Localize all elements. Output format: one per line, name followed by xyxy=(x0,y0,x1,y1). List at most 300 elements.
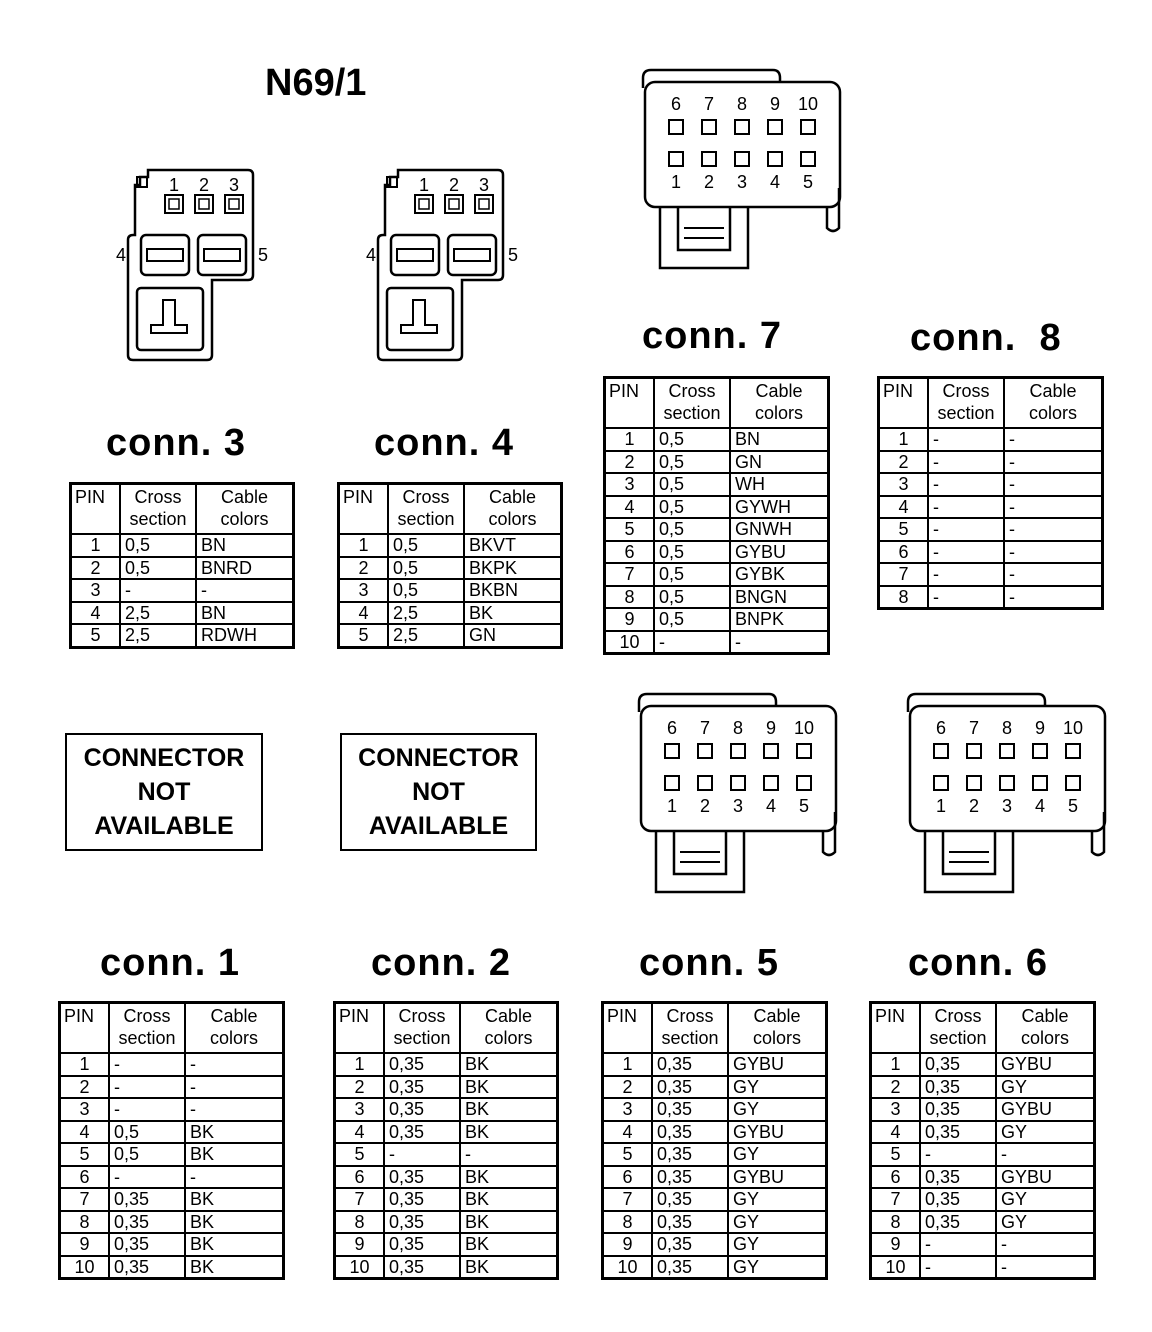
table-row xyxy=(605,496,829,519)
table-row xyxy=(605,518,829,541)
cross-section-cell: 0,35 xyxy=(384,1098,460,1121)
pin-number-cell: 7 xyxy=(871,1188,921,1211)
pin-number-cell: 4 xyxy=(605,496,655,519)
table-row xyxy=(879,451,1103,474)
pin-square xyxy=(445,195,463,213)
table-row xyxy=(335,1256,558,1279)
cross-section-cell: - xyxy=(928,473,1004,496)
table-row xyxy=(605,428,829,451)
pin-number-cell: 4 xyxy=(871,1121,921,1144)
cable-color-cell: GY xyxy=(728,1076,827,1099)
conn1-title: conn. 1 xyxy=(100,942,241,984)
pin-square-inner xyxy=(479,199,489,209)
pin-square xyxy=(698,776,712,790)
pin-square xyxy=(967,744,981,758)
pin-number-cell: 2 xyxy=(60,1076,110,1099)
pin-number-cell: 8 xyxy=(871,1211,921,1234)
cross-section-cell: 0,5 xyxy=(388,534,464,557)
pin-number-cell: 1 xyxy=(71,534,121,557)
table-row xyxy=(335,1233,558,1256)
pin-square xyxy=(731,744,745,758)
cable-color-cell: BN xyxy=(196,534,294,557)
table-header-row xyxy=(879,378,1103,429)
pin-number-cell: 7 xyxy=(335,1188,385,1211)
cable-color-cell: GY xyxy=(996,1188,1095,1211)
pin-number-cell: 2 xyxy=(335,1076,385,1099)
pin-label: 4 xyxy=(115,245,127,265)
table-row xyxy=(603,1121,827,1144)
table-header-row xyxy=(605,378,829,429)
cable-color-cell: BK xyxy=(464,602,562,625)
cross-section-cell: 0,35 xyxy=(652,1256,728,1279)
table-row xyxy=(71,557,294,580)
pin-square xyxy=(731,776,745,790)
table-row xyxy=(60,1143,284,1166)
cable-color-cell: BK xyxy=(460,1121,558,1144)
blade-pin-left xyxy=(391,235,439,275)
not-available-line-3: AVAILABLE xyxy=(94,812,234,840)
pin-header: PIN xyxy=(605,378,655,429)
pin-number-cell: 6 xyxy=(603,1166,653,1189)
cable-color-cell: - xyxy=(1004,451,1103,474)
pin-label: 1 xyxy=(168,175,180,195)
cable-color-cell: WH xyxy=(730,473,829,496)
page-title: N69/1 xyxy=(265,62,367,104)
cable-color-cell: GYBU xyxy=(730,541,829,564)
cross-section-cell: 0,35 xyxy=(920,1211,996,1234)
pin-number-cell: 1 xyxy=(339,534,389,557)
pin-square xyxy=(195,195,213,213)
table-row xyxy=(71,624,294,647)
pin-number-cell: 1 xyxy=(871,1053,921,1076)
table-row xyxy=(603,1211,827,1234)
pin-square xyxy=(1066,744,1080,758)
cross-section-cell: 0,35 xyxy=(384,1188,460,1211)
cable-color-cell: GYBU xyxy=(996,1053,1095,1076)
cross-section-cell: 0,35 xyxy=(652,1166,728,1189)
pin-square xyxy=(768,152,782,166)
pin-number-cell: 3 xyxy=(335,1098,385,1121)
cable-color-cell: GYBU xyxy=(728,1121,827,1144)
pin-label: 8 xyxy=(732,718,744,738)
cable-color-cell: BK xyxy=(460,1076,558,1099)
conn7-table xyxy=(603,376,830,655)
cross-section-cell: 0,5 xyxy=(654,563,730,586)
cable-color-cell: GY xyxy=(728,1211,827,1234)
cross-section-cell: 0,5 xyxy=(654,541,730,564)
cross-section-cell: 0,5 xyxy=(654,518,730,541)
table-row xyxy=(605,563,829,586)
pin-square xyxy=(967,776,981,790)
table-row xyxy=(60,1211,284,1234)
pin-number-cell: 8 xyxy=(603,1211,653,1234)
conn4-title: conn. 4 xyxy=(374,422,515,464)
cross-section-cell: 0,35 xyxy=(920,1098,996,1121)
pin-number-cell: 10 xyxy=(871,1256,921,1279)
cross-section-cell: - xyxy=(928,496,1004,519)
cable-color-cell: BK xyxy=(185,1121,284,1144)
cable-color-cell: GYBK xyxy=(730,563,829,586)
pin-square xyxy=(1066,776,1080,790)
cross-section-cell: - xyxy=(654,631,730,654)
cross-section-cell: 0,5 xyxy=(388,579,464,602)
pin-square xyxy=(669,152,683,166)
cross-section-cell: 0,5 xyxy=(654,451,730,474)
table-row xyxy=(335,1098,558,1121)
cable-color-cell: - xyxy=(1004,541,1103,564)
cable-color-cell: - xyxy=(185,1076,284,1099)
cable-color-cell: GY xyxy=(996,1121,1095,1144)
cable-colors-header: Cable colors xyxy=(460,1003,558,1054)
cable-color-cell: GYBU xyxy=(728,1053,827,1076)
table-row xyxy=(60,1256,284,1279)
connector-6-diagram xyxy=(905,692,1115,897)
table-row xyxy=(71,534,294,557)
cross-section-cell: 0,35 xyxy=(652,1098,728,1121)
pin-label: 1 xyxy=(666,796,678,816)
cross-section-cell: 0,35 xyxy=(652,1211,728,1234)
pin-number-cell: 1 xyxy=(603,1053,653,1076)
cross-section-cell: 0,35 xyxy=(652,1076,728,1099)
cable-color-cell: - xyxy=(196,579,294,602)
table-row xyxy=(339,602,562,625)
table-row xyxy=(879,473,1103,496)
pin-number-cell: 1 xyxy=(605,428,655,451)
cable-color-cell: BKVT xyxy=(464,534,562,557)
cable-color-cell: GY xyxy=(728,1143,827,1166)
cross-section-cell: 0,5 xyxy=(120,557,196,580)
connector-side-clip xyxy=(1092,812,1104,855)
cross-section-header: Cross section xyxy=(928,378,1004,429)
blade-slot xyxy=(397,249,433,261)
pin-label: 10 xyxy=(797,94,819,114)
cable-color-cell: BK xyxy=(185,1211,284,1234)
table-row xyxy=(605,451,829,474)
cross-section-cell: 0,35 xyxy=(652,1121,728,1144)
pin-square xyxy=(1000,744,1014,758)
cross-section-cell: 0,35 xyxy=(109,1256,185,1279)
cable-color-cell: - xyxy=(730,631,829,654)
pin-label: 6 xyxy=(666,718,678,738)
pin-number-cell: 10 xyxy=(605,631,655,654)
cable-color-cell: - xyxy=(996,1256,1095,1279)
cable-color-cell: - xyxy=(1004,428,1103,451)
table-row xyxy=(60,1166,284,1189)
conn1-not-available-box xyxy=(65,733,263,851)
conn7-title: conn. 7 xyxy=(642,315,783,357)
table-row xyxy=(60,1188,284,1211)
cross-section-cell: 0,35 xyxy=(652,1188,728,1211)
connector-3-diagram xyxy=(115,165,275,375)
cross-section-cell: 0,35 xyxy=(652,1053,728,1076)
conn6-table xyxy=(869,1001,1096,1280)
cross-section-header: Cross section xyxy=(120,484,196,535)
cross-section-cell: 0,35 xyxy=(652,1143,728,1166)
cable-color-cell: - xyxy=(996,1233,1095,1256)
pin-header: PIN xyxy=(60,1003,110,1054)
cable-color-cell: BK xyxy=(185,1233,284,1256)
pin-header: PIN xyxy=(603,1003,653,1054)
cross-section-cell: 0,35 xyxy=(384,1121,460,1144)
pin-square xyxy=(797,744,811,758)
cross-section-cell: 0,35 xyxy=(920,1166,996,1189)
not-available-line-1: CONNECTOR xyxy=(83,744,245,772)
pin-number-cell: 2 xyxy=(339,557,389,580)
latch-frame xyxy=(387,288,453,350)
pin-number-cell: 7 xyxy=(603,1188,653,1211)
cross-section-cell: 0,35 xyxy=(652,1233,728,1256)
pin-label: 2 xyxy=(699,796,711,816)
table-row xyxy=(605,541,829,564)
pin-number-cell: 7 xyxy=(60,1188,110,1211)
pin-number-cell: 10 xyxy=(335,1256,385,1279)
pin-label: 3 xyxy=(732,796,744,816)
cable-color-cell: GY xyxy=(728,1233,827,1256)
pin-square xyxy=(165,195,183,213)
table-row xyxy=(339,579,562,602)
pin-number-cell: 4 xyxy=(339,602,389,625)
not-available-line-2: NOT xyxy=(137,778,191,806)
table-row xyxy=(60,1098,284,1121)
table-row xyxy=(871,1143,1095,1166)
cable-color-cell: GN xyxy=(464,624,562,647)
table-row xyxy=(879,496,1103,519)
pin-number-cell: 6 xyxy=(605,541,655,564)
pin-square xyxy=(764,776,778,790)
table-header-row xyxy=(60,1003,284,1054)
pin-number-cell: 9 xyxy=(871,1233,921,1256)
pin-label: 3 xyxy=(228,175,240,195)
cable-color-cell: GN xyxy=(730,451,829,474)
pin-label: 3 xyxy=(1001,796,1013,816)
table-row xyxy=(603,1098,827,1121)
cable-color-cell: - xyxy=(460,1143,558,1166)
table-row xyxy=(339,534,562,557)
table-row xyxy=(71,602,294,625)
cable-color-cell: BK xyxy=(185,1143,284,1166)
pin-number-cell: 3 xyxy=(60,1098,110,1121)
table-row xyxy=(879,428,1103,451)
pin-number-cell: 6 xyxy=(335,1166,385,1189)
table-row xyxy=(60,1053,284,1076)
table-row xyxy=(335,1166,558,1189)
cross-section-cell: 0,5 xyxy=(654,428,730,451)
table-row xyxy=(879,586,1103,609)
cable-color-cell: - xyxy=(1004,586,1103,609)
pin-label: 7 xyxy=(699,718,711,738)
cross-section-cell: 0,35 xyxy=(920,1188,996,1211)
cross-section-cell: 2,5 xyxy=(388,624,464,647)
cross-section-header: Cross section xyxy=(654,378,730,429)
cross-section-cell: 0,35 xyxy=(384,1166,460,1189)
pin-square xyxy=(735,120,749,134)
pin-number-cell: 4 xyxy=(60,1121,110,1144)
pin-square xyxy=(665,776,679,790)
pin-number-cell: 4 xyxy=(603,1121,653,1144)
pin-label: 2 xyxy=(968,796,980,816)
conn8-title: conn. 8 xyxy=(910,317,1062,359)
pin-number-cell: 3 xyxy=(339,579,389,602)
pin-number-cell: 3 xyxy=(605,473,655,496)
table-row xyxy=(335,1121,558,1144)
cable-color-cell: GNWH xyxy=(730,518,829,541)
pin-square xyxy=(225,195,243,213)
cross-section-cell: 0,5 xyxy=(388,557,464,580)
cable-color-cell: - xyxy=(1004,473,1103,496)
cross-section-cell: - xyxy=(109,1053,185,1076)
table-row xyxy=(871,1256,1095,1279)
cable-colors-header: Cable colors xyxy=(185,1003,284,1054)
pin-label: 5 xyxy=(507,245,519,265)
pin-label: 4 xyxy=(1034,796,1046,816)
table-row xyxy=(871,1076,1095,1099)
pin-number-cell: 5 xyxy=(339,624,389,647)
cross-section-cell: - xyxy=(928,563,1004,586)
cable-color-cell: BK xyxy=(460,1256,558,1279)
table-row xyxy=(60,1076,284,1099)
pin-square xyxy=(801,120,815,134)
table-row xyxy=(605,608,829,631)
pin-label: 10 xyxy=(793,718,815,738)
pin-square xyxy=(934,776,948,790)
pin-number-cell: 8 xyxy=(60,1211,110,1234)
cable-color-cell: - xyxy=(1004,563,1103,586)
blade-slot xyxy=(204,249,240,261)
pin-number-cell: 4 xyxy=(335,1121,385,1144)
pin-square xyxy=(1000,776,1014,790)
cable-color-cell: BNRD xyxy=(196,557,294,580)
cable-color-cell: GY xyxy=(728,1098,827,1121)
cross-section-cell: - xyxy=(928,586,1004,609)
pin-label: 7 xyxy=(703,94,715,114)
pin-header: PIN xyxy=(879,378,929,429)
pin-square xyxy=(665,744,679,758)
cross-section-cell: - xyxy=(109,1076,185,1099)
cable-colors-header: Cable colors xyxy=(1004,378,1103,429)
pin-label: 1 xyxy=(935,796,947,816)
cable-colors-header: Cable colors xyxy=(728,1003,827,1054)
connector-4-diagram xyxy=(365,165,525,375)
pin-label: 3 xyxy=(736,172,748,192)
table-header-row xyxy=(603,1003,827,1054)
conn5-table xyxy=(601,1001,828,1280)
cable-color-cell: BK xyxy=(185,1188,284,1211)
cable-colors-header: Cable colors xyxy=(730,378,829,429)
table-row xyxy=(605,473,829,496)
cross-section-header: Cross section xyxy=(920,1003,996,1054)
pin-number-cell: 5 xyxy=(605,518,655,541)
cross-section-cell: 0,5 xyxy=(654,473,730,496)
connector-back-outline xyxy=(908,694,1045,712)
cable-color-cell: GY xyxy=(996,1211,1095,1234)
table-row xyxy=(71,579,294,602)
cross-section-header: Cross section xyxy=(388,484,464,535)
pin-number-cell: 8 xyxy=(605,586,655,609)
cross-section-cell: 0,5 xyxy=(109,1143,185,1166)
cable-color-cell: - xyxy=(1004,518,1103,541)
pin-square xyxy=(1033,776,1047,790)
cable-color-cell: BK xyxy=(460,1166,558,1189)
cross-section-cell: 0,5 xyxy=(120,534,196,557)
cross-section-cell: 0,35 xyxy=(109,1211,185,1234)
table-row xyxy=(335,1211,558,1234)
cable-color-cell: BK xyxy=(460,1188,558,1211)
cross-section-cell: 0,5 xyxy=(654,608,730,631)
not-available-line-2: NOT xyxy=(412,778,465,806)
cable-colors-header: Cable colors xyxy=(464,484,562,535)
pin-label: 9 xyxy=(765,718,777,738)
blade-slot xyxy=(454,249,490,261)
cross-section-cell: - xyxy=(120,579,196,602)
cable-color-cell: BK xyxy=(460,1053,558,1076)
conn2-table xyxy=(333,1001,559,1280)
cross-section-cell: - xyxy=(920,1256,996,1279)
blade-pin-right xyxy=(448,235,496,275)
pin-number-cell: 5 xyxy=(879,518,929,541)
pin-number-cell: 3 xyxy=(879,473,929,496)
pin-label: 6 xyxy=(670,94,682,114)
pin-square xyxy=(698,744,712,758)
table-header-row xyxy=(335,1003,558,1054)
pin-number-cell: 7 xyxy=(879,563,929,586)
conn5-title: conn. 5 xyxy=(639,942,780,984)
pin-square xyxy=(475,195,493,213)
pin-label: 1 xyxy=(418,175,430,195)
cross-section-header: Cross section xyxy=(384,1003,460,1054)
table-row xyxy=(335,1143,558,1166)
pin-label: 8 xyxy=(736,94,748,114)
pin-number-cell: 3 xyxy=(603,1098,653,1121)
table-row xyxy=(335,1188,558,1211)
pin-number-cell: 4 xyxy=(71,602,121,625)
cable-color-cell: BK xyxy=(460,1233,558,1256)
pin-number-cell: 6 xyxy=(871,1166,921,1189)
cable-color-cell: RDWH xyxy=(196,624,294,647)
cable-colors-header: Cable colors xyxy=(196,484,294,535)
pin-header: PIN xyxy=(871,1003,921,1054)
pin-square xyxy=(768,120,782,134)
cross-section-header: Cross section xyxy=(109,1003,185,1054)
pin-label: 5 xyxy=(802,172,814,192)
table-row xyxy=(335,1053,558,1076)
cable-color-cell: BN xyxy=(730,428,829,451)
pin-label: 9 xyxy=(1034,718,1046,738)
table-row xyxy=(871,1211,1095,1234)
conn8-table xyxy=(877,376,1104,610)
pin-label: 1 xyxy=(670,172,682,192)
connector-side-clip xyxy=(827,188,839,231)
cable-color-cell: GY xyxy=(728,1256,827,1279)
pin-number-cell: 5 xyxy=(871,1143,921,1166)
connector-7-diagram xyxy=(640,68,850,273)
pin-square xyxy=(735,152,749,166)
pin-square xyxy=(934,744,948,758)
pin-square xyxy=(702,152,716,166)
pin-number-cell: 10 xyxy=(603,1256,653,1279)
cable-color-cell: BK xyxy=(185,1256,284,1279)
cable-color-cell: GYBU xyxy=(996,1166,1095,1189)
cross-section-cell: 0,35 xyxy=(384,1076,460,1099)
cable-color-cell: GY xyxy=(996,1076,1095,1099)
pin-label: 6 xyxy=(935,718,947,738)
pin-number-cell: 5 xyxy=(335,1143,385,1166)
conn6-title: conn. 6 xyxy=(908,942,1049,984)
pin-label: 9 xyxy=(769,94,781,114)
cable-colors-header: Cable colors xyxy=(996,1003,1095,1054)
table-row xyxy=(339,557,562,580)
pin-number-cell: 1 xyxy=(60,1053,110,1076)
cable-color-cell: - xyxy=(185,1166,284,1189)
